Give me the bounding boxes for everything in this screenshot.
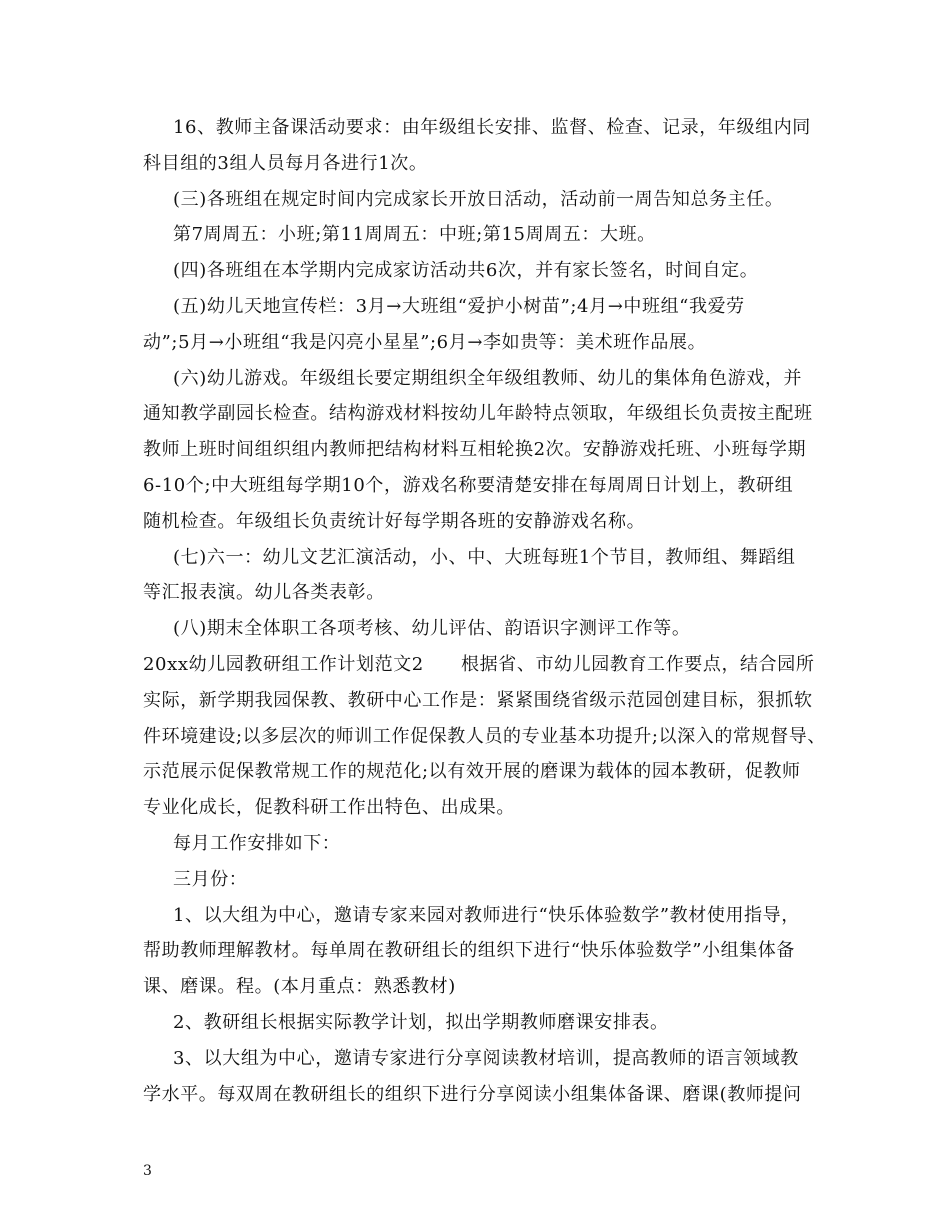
page-number: 3 [143,1163,152,1179]
paragraph-line: 16、教师主备课活动要求：由年级组长安排、监督、检查、记录，年级组内同 [173,117,811,138]
paragraph-line: 示范展示促保教常规工作的规范化;以有效开展的磨课为载体的园本教研，促教师 [143,761,801,783]
paragraph-line: 6-10个;中大班组每学期10个，游戏名称要清楚安排在每周周日计划上，教研组 [143,474,794,496]
paragraph-line: 动”;5月→小班组“我是闪亮小星星”;6月→李如贵等：美术班作品展。 [143,331,707,353]
paragraph-line: 3、以大组为中心，邀请专家进行分享阅读教材培训，提高教师的语言领域教 [173,1047,799,1069]
paragraph-line: 三月份： [173,868,248,890]
paragraph-line: 帮助教师理解教材。每单周在教研组长的组织下进行“快乐体验数学”小组集体备 [143,940,796,962]
paragraph-line: 第7周周五：小班;第11周周五：中班;第15周周五：大班。 [173,224,656,246]
paragraph-line: 件环境建设;以多层次的师训工作促保教人员的专业基本功提升;以深入的常规督导、 [143,725,826,747]
paragraph-line: 2、教研组长根据实际教学计划，拟出学期教师磨课安排表。 [173,1011,669,1033]
paragraph-line: 学水平。每双周在教研组长的组织下进行分享阅读小组集体备课、磨课(教师提问 [143,1083,802,1105]
paragraph-line: 通知教学副园长检查。结构游戏材料按幼儿年龄特点领取，年级组长负责按主配班 [143,403,813,425]
paragraph-line: 科目组的3组人员每月各进行1次。 [143,152,428,174]
paragraph-line: 专业化成长，促教科研工作出特色、出成果。 [143,797,515,819]
paragraph-line: 随机检查。年级组长负责统计好每学期各班的安静游戏名称。 [143,510,646,532]
document-body [143,110,826,1112]
paragraph-line: (三)各班组在规定时间内完成家长开放日活动，活动前一周告知总务主任。 [173,188,784,210]
paragraph-line: 课、磨课。程。(本月重点：熟悉教材) [143,976,456,998]
paragraph-line: 1、以大组为中心，邀请专家来园对教师进行“快乐体验数学”教材使用指导， [173,904,800,926]
paragraph-line: 实际，新学期我园保教、教研中心工作是：紧紧围绕省级示范园创建目标，狠抓软 [143,689,813,711]
paragraph-line: (八)期末全体职工各项考核、幼儿评估、韵语识字测评工作等。 [173,618,691,640]
paragraph-line: 20xx幼儿园教研组工作计划范文2 根据省、市幼儿园教育工作要点，结合园所 [143,653,815,675]
paragraph-line: (六)幼儿游戏。年级组长要定期组织全年级组教师、幼儿的集体角色游戏，并 [173,367,803,389]
paragraph-line: (四)各班组在本学期内完成家访活动共6次，并有家长签名，时间自定。 [173,260,759,282]
paragraph-line: (七)六一：幼儿文艺汇演活动，小、中、大班每班1个节目，教师组、舞蹈组 [173,546,796,568]
paragraph-line: 等汇报表演。幼儿各类表彰。 [143,582,385,604]
paragraph-line: 教师上班时间组织组内教师把结构材料互相轮换2次。安静游戏托班、小班每学期 [143,439,807,461]
paragraph-line: 每月工作安排如下： [173,832,341,854]
paragraph-line: (五)幼儿天地宣传栏：3月→大班组“爱护小树苗”;4月→中班组“我爱劳 [173,295,745,317]
